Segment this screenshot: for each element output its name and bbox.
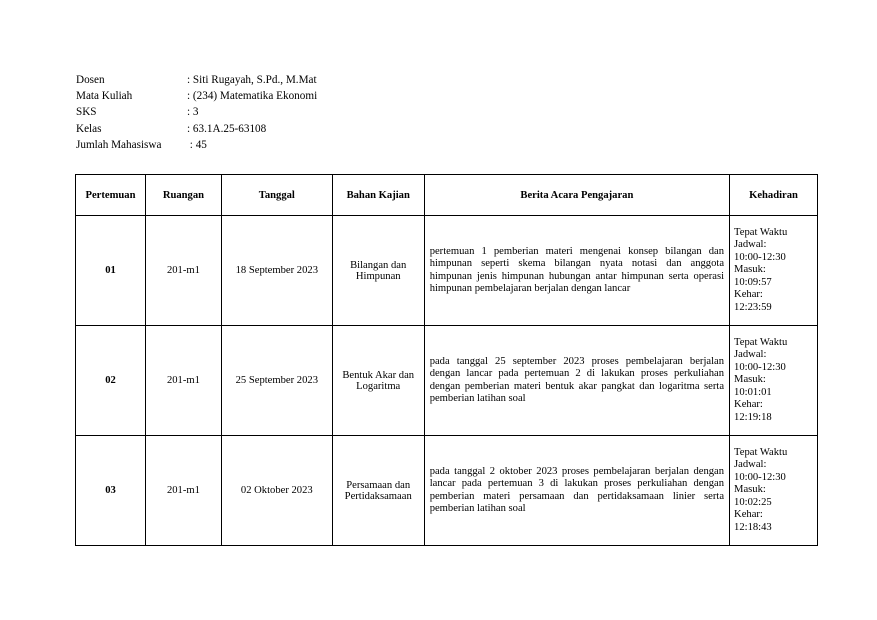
cell-bahan-kajian: Persamaan dan Pertidaksamaan	[332, 436, 424, 546]
kehadiran-jadwal-value: 10:00-12:30	[734, 361, 786, 373]
kehadiran-jadwal-value: 10:00-12:30	[734, 471, 786, 483]
kehadiran-keluar-value: 12:18:43	[734, 521, 772, 533]
info-row-kelas	[76, 121, 317, 137]
kehadiran-masuk-value: 10:01:01	[734, 386, 772, 398]
info-row-sks	[76, 104, 317, 120]
kehadiran-masuk-label: Masuk:	[734, 484, 766, 496]
header-kehadiran: Kehadiran	[730, 175, 818, 216]
kehadiran-keluar-value: 12:23:59	[734, 301, 772, 313]
kehadiran-keluar-label: Kehar:	[734, 399, 763, 411]
kehadiran-status: Tepat Waktu	[734, 337, 788, 349]
info-value: : Siti Rugayah, S.Pd., M.Mat	[187, 74, 317, 86]
course-info	[76, 72, 317, 153]
kehadiran-jadwal-label: Jadwal:	[734, 239, 767, 251]
cell-pertemuan: 01	[76, 216, 146, 326]
info-value: : 3	[187, 106, 199, 119]
cell-pertemuan: 03	[76, 436, 146, 546]
info-row-mata-kuliah	[76, 88, 317, 104]
kehadiran-keluar-label: Kehar:	[734, 509, 763, 521]
kehadiran-keluar-value: 12:19:18	[734, 411, 772, 423]
cell-kehadiran	[730, 326, 818, 436]
cell-kehadiran	[730, 216, 818, 326]
teaching-log-table	[75, 174, 818, 546]
info-label: Mata Kuliah	[76, 90, 133, 103]
kehadiran-masuk-label: Masuk:	[734, 264, 766, 276]
info-row-jumlah-mahasiswa	[76, 137, 317, 153]
info-label: SKS	[76, 106, 97, 119]
header-tanggal: Tanggal	[221, 175, 332, 216]
kehadiran-masuk-value: 10:09:57	[734, 276, 772, 288]
kehadiran-masuk-value: 10:02:25	[734, 496, 772, 508]
info-value: : (234) Matematika Ekonomi	[187, 90, 318, 103]
header-berita-acara: Berita Acara Pengajaran	[424, 175, 729, 216]
cell-kehadiran	[730, 436, 818, 546]
cell-pertemuan: 02	[76, 326, 146, 436]
info-label: Jumlah Mahasiswa	[76, 138, 162, 151]
table-row	[76, 216, 818, 326]
cell-berita-acara: pertemuan 1 pemberian materi mengenai konsep bilangan dan himpunan seperti skema bilangan nyata notasi dan anggota himpunan jenis himpunan hubungan antar himpunan serta operasi himpunan pembelajaran berjalan dengan lancar	[424, 216, 729, 326]
info-label: Kelas	[76, 122, 102, 135]
cell-ruangan: 201-m1	[145, 436, 221, 546]
cell-tanggal: 25 September 2023	[221, 326, 332, 436]
table-row	[76, 436, 818, 546]
info-row-dosen	[76, 72, 317, 88]
cell-ruangan: 201-m1	[145, 216, 221, 326]
cell-berita-acara: pada tanggal 2 oktober 2023 proses pembelajaran berjalan dengan lancar pada pertemuan 3 di lakukan proses perkuliahan dengan pemberian materi persamaan dan pertidaksamaan linier serta pemberian latihan soal	[424, 436, 729, 546]
cell-berita-acara: pada tanggal 25 september 2023 proses pembelajaran berjalan dengan lancar pada pertemuan 2 di lakukan proses perkuliahan dengan pemberian materi bentuk akar pangkat dan logaritma serta pemberian latihan soal	[424, 326, 729, 436]
header-bahan-kajian: Bahan Kajian	[332, 175, 424, 216]
kehadiran-jadwal-label: Jadwal:	[734, 349, 767, 361]
info-value: : 45	[187, 138, 207, 151]
kehadiran-status: Tepat Waktu	[734, 447, 788, 459]
cell-ruangan: 201-m1	[145, 326, 221, 436]
kehadiran-jadwal-label: Jadwal:	[734, 459, 767, 471]
table-row	[76, 326, 818, 436]
header-pertemuan: Pertemuan	[76, 175, 146, 216]
cell-bahan-kajian: Bentuk Akar dan Logaritma	[332, 326, 424, 436]
kehadiran-status: Tepat Waktu	[734, 227, 788, 239]
info-label: Dosen	[76, 74, 105, 86]
info-value: : 63.1A.25-63108	[187, 122, 267, 135]
cell-tanggal: 18 September 2023	[221, 216, 332, 326]
table-header-row	[76, 175, 818, 216]
cell-bahan-kajian: Bilangan dan Himpunan	[332, 216, 424, 326]
kehadiran-masuk-label: Masuk:	[734, 374, 766, 386]
kehadiran-jadwal-value: 10:00-12:30	[734, 251, 786, 263]
header-ruangan: Ruangan	[145, 175, 221, 216]
kehadiran-keluar-label: Kehar:	[734, 289, 763, 301]
cell-tanggal: 02 Oktober 2023	[221, 436, 332, 546]
